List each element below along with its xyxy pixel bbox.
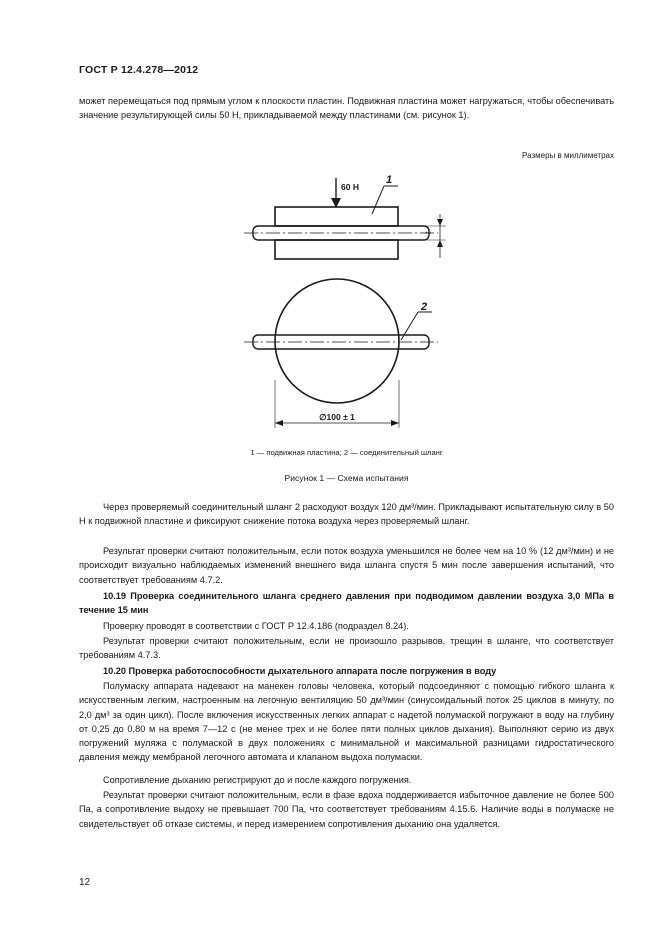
section-10-20-heading: 10.20 Проверка работоспособности дыхательного аппарата после погружения в воду bbox=[103, 666, 497, 676]
test-scheme-figure bbox=[0, 0, 661, 440]
plate-circle bbox=[275, 279, 399, 403]
callout-2-leader bbox=[401, 312, 418, 340]
callout-1-leader bbox=[372, 186, 384, 214]
callout-1-number: 1 bbox=[386, 174, 393, 186]
callout-2-number: 2 bbox=[421, 301, 428, 313]
section-10-19-heading: 10.19 Проверка соединительного шланга среднего давления при подводимом давлении воздуха 3,0 МПа в течение 15 мин bbox=[79, 591, 614, 616]
moving-plate-upper bbox=[275, 207, 398, 226]
moving-plate-lower bbox=[275, 240, 398, 259]
figure-caption: Рисунок 1 — Схема испытания bbox=[284, 473, 409, 483]
paragraph-10-20-result: Результат проверки считают положительным, если в фазе вдоха поддерживается избыточное давление не более 500 Па, а сопротивление выдоху не превышает 700 Па, что соответствует требованиям 4.15.6. Наличие воды в полумаске не свидетельствует об отказе системы, и перед измерением сопротивления дыханию она удаляется. bbox=[79, 790, 614, 829]
intro-paragraph: может перемещаться под прямым углом к плоскости пластин. Подвижная пластина может нагружаться, чтобы обеспечивать значение результирующей силы 50 Н, прикладываемой между пластинами (см. рисунок 1). bbox=[79, 96, 614, 121]
dim-t-label: t bbox=[424, 231, 433, 234]
paragraph-10-20-method: Полумаску аппарата надевают на манекен головы человека, который подсоединяют с помощью гибкого шланга к искусственным легким, настроенным на легочную вентиляцию 50 дм³/мин (синусоидальный поток 25 циклов в минуту, по 2,0 дм³ за один цикл). После включения искусственных легких аппарат с надетой полумаской погружают в воду на глубину от 0,25 до 0,80 м на время 7—12 с (не менее трех и не более пяти полных циклов дыхания). Выполняют серию из двух погружений муляжа с полумаской в двух положениях с минимальной и максимальной разницами гидростатического давления между мембраной легочного автомата и клапаном выдоха полумаски. bbox=[79, 681, 614, 763]
page-header: ГОСТ Р 12.4.278—2012 bbox=[79, 64, 199, 76]
paragraph-hose-result: Результат проверки считают положительным, если поток воздуха уменьшился не более чем на 10 % (12 дм³/мин) и не происходит визуально наблюдаемых изменений внешнего вида шланга спустя 5 мин после завершения испытаний, что соответствует требованиям 4.7.2. bbox=[79, 546, 614, 585]
paragraph-10-19-result: Результат проверки считают положительным, если не произошло разрывов, трещин в шланге, что соответствует требованиям 4.7.3. bbox=[79, 636, 614, 661]
dimensions-note: Размеры в миллиметрах bbox=[522, 151, 614, 160]
paragraph-10-20-resistance: Сопротивление дыханию регистрируют до и после каждого погружения. bbox=[103, 775, 412, 785]
force-label: 60 Н bbox=[341, 182, 359, 192]
paragraph-10-19-method: Проверку проводят в соответствии с ГОСТ Р 12.4.186 (подраздел 8.24). bbox=[103, 621, 409, 631]
figure-legend: 1 — подвижная пластина; 2 — соединительный шланг bbox=[250, 448, 443, 457]
paragraph-hose-airflow: Через проверяемый соединительный шланг 2 расходуют воздух 120 дм³/мин. Прикладывают испытательную силу в 50 Н к подвижной пластине и фиксируют снижение потока воздуха через проверяемый шланг. bbox=[79, 502, 614, 527]
page-number: 12 bbox=[79, 877, 91, 888]
plate-top-view bbox=[244, 279, 438, 428]
diameter-label: ∅100 ± 1 bbox=[319, 412, 355, 422]
